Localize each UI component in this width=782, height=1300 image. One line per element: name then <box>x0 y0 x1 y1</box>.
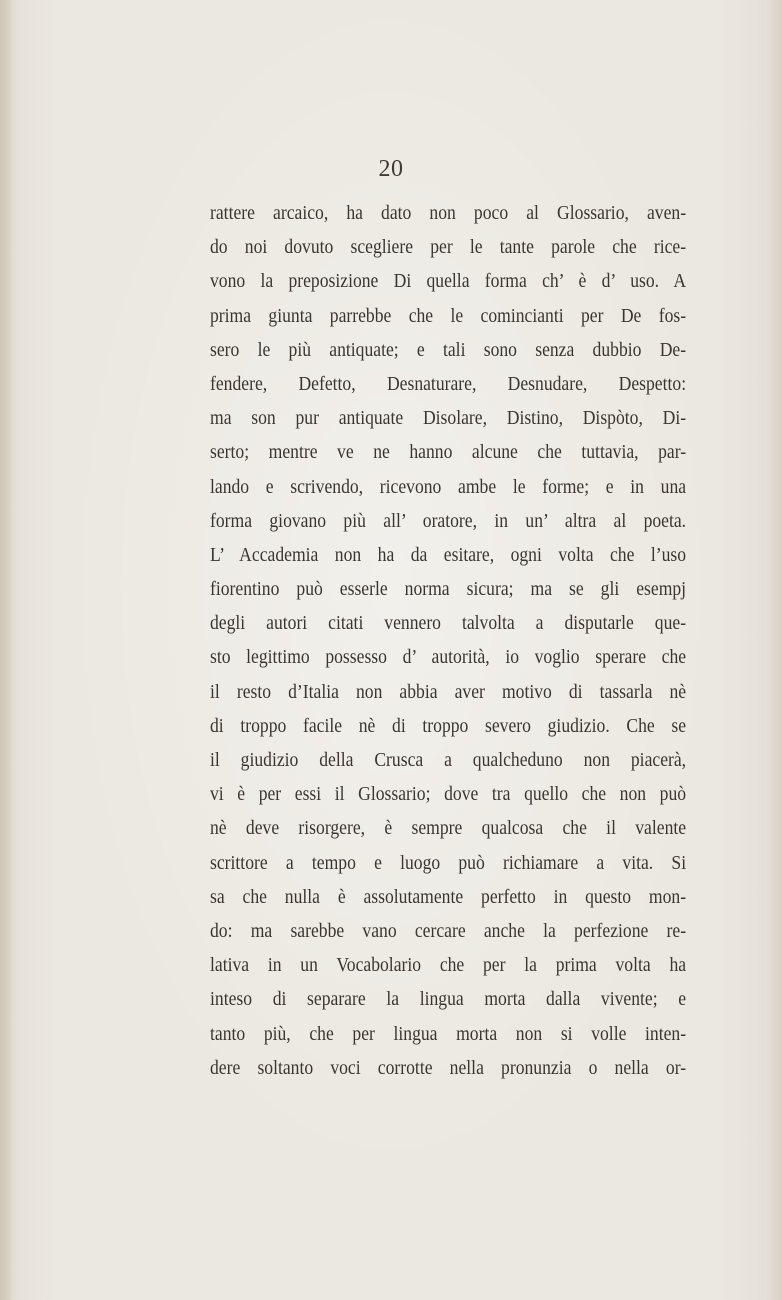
text-line: serto; mentre ve ne hanno alcune che tuttavia, par- <box>210 441 687 464</box>
text-line: forma giovano più all’ oratore, in un’ altra al poeta. <box>210 509 687 532</box>
text-line: sto legittimo possesso d’ autorità, io voglio sperare che <box>210 646 687 669</box>
page-edge-shadow <box>0 0 14 1300</box>
body-text <box>210 196 686 1085</box>
text-line: lando e scrivendo, ricevono ambe le forme; e in una <box>210 475 687 498</box>
text-line: nè deve risorgere, è sempre qualcosa che il valente <box>210 817 687 840</box>
text-line: sa che nulla è assolutamente perfetto in questo mon- <box>210 885 687 908</box>
text-line: il giudizio della Crusca a qualcheduno non piacerà, <box>210 749 687 771</box>
text-line: di troppo facile nè di troppo severo giudizio. Che se <box>210 714 687 737</box>
text-line: rattere arcaico, ha dato non poco al Glossario, aven- <box>210 202 687 224</box>
text-line: lativa in un Vocabolario che per la prima volta ha <box>210 954 687 977</box>
text-line: vi è per essi il Glossario; dove tra quello che non può <box>210 783 687 806</box>
text-line: do noi dovuto scegliere per le tante parole che rice- <box>210 236 687 259</box>
text-line: il resto d’Italia non abbia aver motivo di tassarla nè <box>210 680 687 703</box>
text-line: prima giunta parrebbe che le comincianti per De fos- <box>210 304 687 327</box>
text-line: ma son pur antiquate Disolare, Distino, Dispòto, Di- <box>210 407 687 430</box>
text-line: do: ma sarebbe vano cercare anche la perfezione re- <box>210 919 687 942</box>
text-line: fendere, Defetto, Desnaturare, Desnudare, Despetto: <box>210 372 687 395</box>
text-line: dere soltanto voci corrotte nella pronunzia o nella or- <box>210 1056 687 1079</box>
text-line: scrittore a tempo e luogo può richiamare a vita. Si <box>210 851 687 874</box>
text-line: vono la preposizione Di quella forma ch’ è d’ uso. A <box>210 270 687 293</box>
text-line: degli autori citati vennero talvolta a disputarle que- <box>210 612 687 635</box>
text-line: L’ Accademia non ha da esitare, ogni volta che l’uso <box>210 543 687 566</box>
text-line: inteso di separare la lingua morta dalla vivente; e <box>210 988 687 1011</box>
text-line: sero le più antiquate; e tali sono senza dubbio De- <box>210 338 687 361</box>
text-line: tanto più, che per lingua morta non si volle inten- <box>210 1022 687 1045</box>
text-line: fiorentino può esserle norma sicura; ma se gli esempj <box>210 578 687 601</box>
page-number: 20 <box>378 156 404 182</box>
